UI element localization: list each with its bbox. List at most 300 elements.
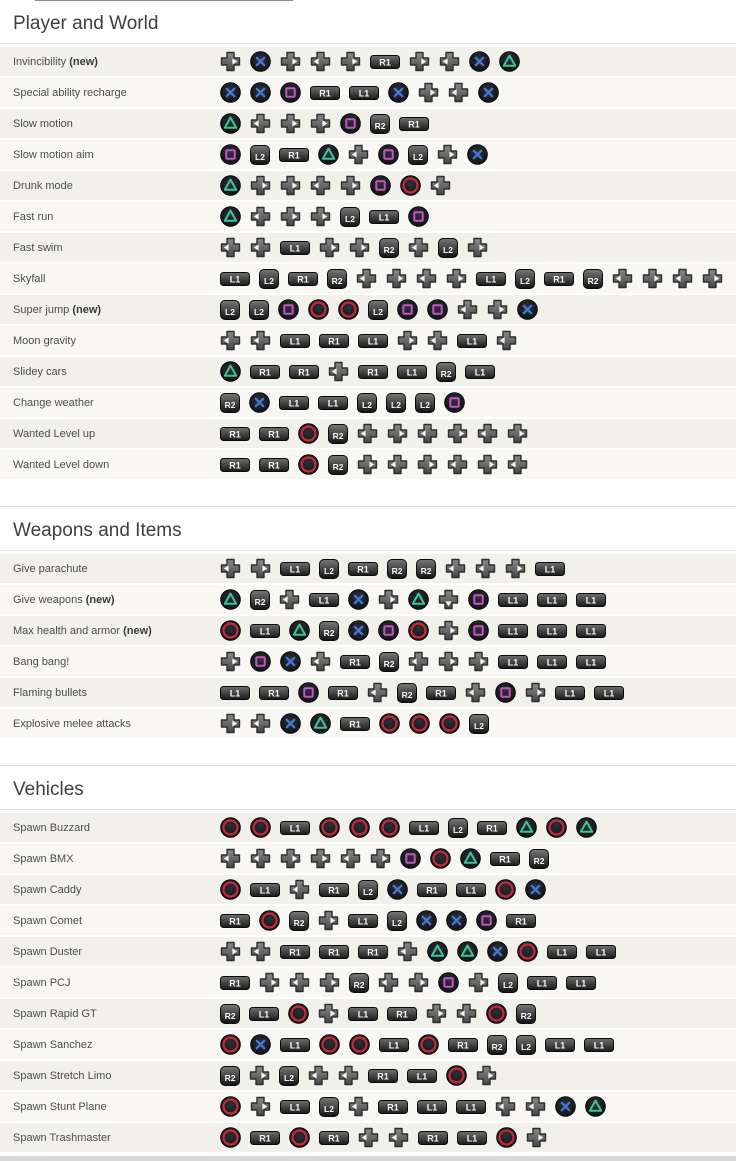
circle-button-icon: [409, 713, 430, 734]
square-button-icon: [250, 651, 271, 672]
svg-text:R1: R1: [486, 823, 498, 833]
circle-button-icon: [430, 848, 451, 869]
svg-text:R1: R1: [435, 688, 447, 698]
svg-text:L1: L1: [289, 1102, 301, 1112]
l2-button-icon: [250, 145, 270, 165]
r1-button-icon: [328, 686, 358, 700]
button-sequence: [220, 361, 495, 382]
cross-button-icon: [525, 879, 546, 900]
section-title-vehicles: Vehicles: [13, 779, 84, 800]
dpad-left-icon: [310, 651, 331, 672]
l1-button-icon: [537, 655, 567, 669]
dpad-right-icon: [280, 848, 301, 869]
svg-text:R1: R1: [268, 429, 280, 439]
dpad-down-icon: [438, 589, 459, 610]
cheat-label: Skyfall: [13, 272, 46, 285]
l1-button-icon: [547, 945, 577, 959]
dpad-right-icon: [408, 972, 429, 993]
r2-button-icon: [319, 621, 339, 641]
l1-button-icon: [537, 624, 567, 638]
button-sequence: [220, 175, 451, 196]
l1-button-icon: [407, 1069, 437, 1083]
section-title-weapons-and-items: Weapons and Items: [13, 520, 182, 541]
l2-button-icon: [220, 300, 240, 320]
l1-button-icon: [349, 86, 379, 100]
svg-text:L2: L2: [392, 917, 402, 928]
svg-text:R2: R2: [383, 658, 395, 669]
svg-text:L2: L2: [520, 275, 530, 286]
svg-text:R1: R1: [427, 1133, 439, 1143]
svg-text:L1: L1: [536, 978, 548, 988]
l1-button-icon: [498, 655, 528, 669]
dpad-left-icon: [220, 237, 241, 258]
new-tag: (new): [85, 593, 115, 606]
l1-button-icon: [348, 914, 378, 928]
button-sequence: [220, 237, 488, 258]
svg-text:L1: L1: [388, 1040, 400, 1050]
svg-text:R1: R1: [289, 947, 301, 957]
triangle-button-icon: [310, 713, 331, 734]
svg-text:R1: R1: [426, 885, 438, 895]
dpad-right-icon: [357, 454, 378, 475]
cheat-row: [0, 1092, 736, 1121]
r1-button-icon: [259, 686, 289, 700]
button-sequence: [220, 82, 499, 103]
l1-button-icon: [476, 272, 506, 286]
l1-button-icon: [537, 593, 567, 607]
cheat-label: Spawn PCJ: [13, 976, 71, 989]
svg-text:L1: L1: [507, 595, 519, 605]
svg-text:L1: L1: [466, 1133, 478, 1143]
r1-button-icon: [319, 883, 349, 897]
section-weapons-and-items: [0, 506, 736, 738]
r1-button-icon: [280, 945, 310, 959]
svg-text:L2: L2: [225, 306, 235, 317]
l2-button-icon: [279, 1066, 299, 1086]
button-sequence: [220, 1127, 547, 1148]
dpad-left-icon: [465, 682, 486, 703]
dpad-right-icon: [250, 175, 271, 196]
dpad-left-icon: [430, 175, 451, 196]
svg-text:R2: R2: [332, 461, 344, 472]
svg-text:R2: R2: [293, 917, 305, 928]
square-button-icon: [378, 620, 399, 641]
svg-text:R1: R1: [379, 57, 391, 67]
square-button-icon: [476, 910, 497, 931]
dpad-right-icon: [259, 972, 280, 993]
new-tag: (new): [123, 624, 152, 637]
l2-button-icon: [386, 393, 406, 413]
svg-text:R1: R1: [349, 719, 361, 729]
cheat-row: [0, 1123, 736, 1152]
l2-button-icon: [358, 880, 378, 900]
svg-text:L2: L2: [255, 151, 265, 162]
dpad-left-icon: [457, 299, 478, 320]
svg-text:R1: R1: [328, 336, 340, 346]
r1-button-icon: [358, 945, 388, 959]
l2-button-icon: [249, 300, 269, 320]
l1-button-icon: [457, 334, 487, 348]
r1-button-icon: [387, 1007, 417, 1021]
circle-button-icon: [288, 1003, 309, 1024]
svg-text:L1: L1: [575, 978, 587, 988]
dpad-right-icon: [386, 268, 407, 289]
svg-text:L1: L1: [603, 688, 615, 698]
dpad-left-icon: [356, 268, 377, 289]
dpad-right-icon: [397, 330, 418, 351]
svg-text:R1: R1: [298, 367, 310, 377]
svg-text:L2: L2: [443, 244, 453, 255]
svg-text:L2: L2: [363, 886, 373, 897]
cheat-label: Give parachute: [13, 562, 88, 575]
r1-button-icon: [340, 655, 370, 669]
r1-button-icon: [289, 365, 319, 379]
cross-button-icon: [388, 82, 409, 103]
cheat-label: Wanted Level up: [13, 427, 96, 440]
cross-button-icon: [487, 941, 508, 962]
svg-text:L1: L1: [585, 657, 597, 667]
triangle-button-icon: [499, 51, 520, 72]
l1-button-icon: [576, 655, 606, 669]
dpad-left-icon: [416, 268, 437, 289]
button-sequence: [220, 972, 596, 993]
dpad-left-icon: [220, 848, 241, 869]
cross-button-icon: [467, 144, 488, 165]
square-button-icon: [280, 82, 301, 103]
dpad-left-icon: [388, 1127, 409, 1148]
cheat-row: [0, 388, 736, 417]
r2-button-icon: [289, 911, 309, 931]
dpad-left-icon: [439, 51, 460, 72]
svg-text:L1: L1: [544, 564, 556, 574]
svg-text:R1: R1: [288, 150, 300, 160]
dpad-right-icon: [220, 51, 241, 72]
dpad-right-icon: [340, 51, 361, 72]
l2-button-icon: [340, 207, 360, 227]
button-sequence: [220, 589, 606, 610]
l1-button-icon: [220, 686, 250, 700]
circle-button-icon: [349, 817, 370, 838]
dpad-right-icon: [476, 1065, 497, 1086]
svg-text:L1: L1: [564, 688, 576, 698]
new-tag: (new): [69, 55, 98, 68]
l1-button-icon: [465, 365, 495, 379]
svg-text:L2: L2: [284, 1072, 294, 1083]
section-title-player-and-world: Player and World: [13, 13, 159, 34]
dpad-left-icon: [448, 82, 469, 103]
svg-text:R2: R2: [224, 399, 236, 410]
button-sequence: [220, 454, 528, 475]
cheat-row: [0, 233, 736, 262]
svg-text:L1: L1: [465, 885, 477, 895]
svg-text:R1: R1: [337, 688, 349, 698]
dpad-left-icon: [417, 423, 438, 444]
button-sequence: [220, 1003, 536, 1024]
section-header: [0, 766, 736, 810]
r1-button-icon: [250, 1131, 280, 1145]
circle-button-icon: [319, 1034, 340, 1055]
svg-text:L1: L1: [358, 88, 370, 98]
dpad-right-icon: [468, 651, 489, 672]
l1-button-icon: [456, 883, 486, 897]
circle-button-icon: [250, 817, 271, 838]
r2-button-icon: [327, 269, 347, 289]
cheat-label: Change weather: [13, 396, 94, 409]
dpad-right-icon: [280, 206, 301, 227]
square-button-icon: [400, 848, 421, 869]
button-sequence: [220, 1034, 614, 1055]
svg-text:R2: R2: [374, 120, 386, 131]
triangle-button-icon: [427, 941, 448, 962]
l2-button-icon: [516, 1035, 536, 1055]
cheat-label: Special ability recharge: [13, 86, 127, 99]
section-header: [0, 0, 736, 44]
cheat-row: [0, 709, 736, 738]
svg-text:R2: R2: [491, 1041, 503, 1052]
svg-text:L1: L1: [546, 657, 558, 667]
dpad-right-icon: [319, 972, 340, 993]
l2-button-icon: [387, 911, 407, 931]
cheat-row: [0, 78, 736, 107]
dpad-left-icon: [357, 423, 378, 444]
cheat-row: [0, 357, 736, 386]
dpad-left-icon: [310, 51, 331, 72]
svg-text:L1: L1: [357, 1009, 369, 1019]
dpad-left-icon: [340, 848, 361, 869]
dpad-left-icon: [348, 1096, 369, 1117]
l1-button-icon: [220, 272, 250, 286]
dpad-left-icon: [279, 589, 300, 610]
button-sequence: [220, 268, 723, 289]
cheat-label: Spawn Stunt Plane: [13, 1100, 107, 1113]
svg-text:L1: L1: [507, 626, 519, 636]
triangle-button-icon: [318, 144, 339, 165]
l1-button-icon: [457, 1131, 487, 1145]
circle-button-icon: [298, 454, 319, 475]
svg-text:R1: R1: [499, 854, 511, 864]
dpad-left-icon: [507, 454, 528, 475]
dpad-right-icon: [280, 113, 301, 134]
svg-text:L1: L1: [556, 947, 568, 957]
svg-text:R2: R2: [533, 855, 545, 866]
circle-button-icon: [400, 175, 421, 196]
cheat-row: [0, 47, 736, 76]
cheat-label: Super jump (new): [13, 303, 102, 316]
svg-text:L1: L1: [426, 1102, 438, 1112]
svg-text:R1: R1: [259, 367, 271, 377]
circle-button-icon: [418, 1034, 439, 1055]
circle-button-icon: [338, 299, 359, 320]
svg-text:R1: R1: [457, 1040, 469, 1050]
triangle-button-icon: [460, 848, 481, 869]
l1-button-icon: [498, 593, 528, 607]
square-button-icon: [468, 589, 489, 610]
circle-button-icon: [408, 620, 429, 641]
r2-button-icon: [220, 1004, 240, 1024]
svg-text:R1: R1: [229, 916, 241, 926]
dpad-right-icon: [446, 268, 467, 289]
l1-button-icon: [535, 562, 565, 576]
r1-button-icon: [279, 148, 309, 162]
l1-button-icon: [555, 686, 585, 700]
svg-text:R2: R2: [383, 244, 395, 255]
l1-button-icon: [545, 1038, 575, 1052]
r1-button-icon: [340, 717, 370, 731]
section-vehicles: [0, 765, 736, 1152]
svg-text:R1: R1: [297, 274, 309, 284]
cheat-label: Spawn Buzzard: [13, 821, 91, 834]
dpad-left-icon: [358, 1127, 379, 1148]
circle-button-icon: [379, 713, 400, 734]
svg-text:R1: R1: [515, 916, 527, 926]
l2-button-icon: [408, 145, 428, 165]
dpad-right-icon: [526, 1127, 547, 1148]
square-button-icon: [278, 299, 299, 320]
svg-text:L1: L1: [554, 1040, 566, 1050]
l1-button-icon: [279, 396, 309, 410]
r2-button-icon: [379, 238, 399, 258]
dpad-left-icon: [367, 682, 388, 703]
svg-text:L1: L1: [585, 626, 597, 636]
dpad-left-icon: [612, 268, 633, 289]
r1-button-icon: [418, 1131, 448, 1145]
square-button-icon: [495, 682, 516, 703]
l2-button-icon: [259, 269, 279, 289]
svg-text:L1: L1: [289, 1040, 301, 1050]
cross-button-icon: [387, 879, 408, 900]
cheat-row: [0, 585, 736, 614]
cheat-label: Spawn Rapid GT: [13, 1007, 97, 1020]
cheat-row: [0, 1030, 736, 1059]
l1-button-icon: [576, 624, 606, 638]
cheat-label: Spawn Comet: [13, 914, 83, 927]
l1-button-icon: [566, 976, 596, 990]
svg-text:L2: L2: [324, 1103, 334, 1114]
svg-text:L1: L1: [288, 398, 300, 408]
dpad-left-icon: [289, 879, 310, 900]
button-sequence: [220, 817, 597, 838]
dpad-left-icon: [250, 237, 271, 258]
svg-text:R1: R1: [377, 1071, 389, 1081]
dpad-left-icon: [328, 361, 349, 382]
r1-button-icon: [506, 914, 536, 928]
r1-button-icon: [378, 1100, 408, 1114]
cheat-label: Drunk mode: [13, 179, 73, 192]
triangle-button-icon: [516, 817, 537, 838]
cheat-row: [0, 109, 736, 138]
l1-button-icon: [417, 1100, 447, 1114]
svg-text:L1: L1: [585, 595, 597, 605]
dpad-left-icon: [477, 423, 498, 444]
circle-button-icon: [308, 299, 329, 320]
cheat-rows-player-and-world: [0, 44, 736, 479]
svg-text:R1: R1: [259, 1133, 271, 1143]
dpad-left-icon: [408, 651, 429, 672]
square-button-icon: [298, 682, 319, 703]
cross-button-icon: [555, 1096, 576, 1117]
cheat-label: Invincibility (new): [13, 55, 98, 68]
svg-text:R2: R2: [401, 689, 413, 700]
dpad-right-icon: [468, 972, 489, 993]
dpad-right-icon: [310, 848, 331, 869]
dpad-left-icon: [250, 330, 271, 351]
dpad-left-icon: [378, 972, 399, 993]
l2-button-icon: [438, 238, 458, 258]
dpad-right-icon: [642, 268, 663, 289]
cheat-row: [0, 678, 736, 707]
cheat-row: [0, 937, 736, 966]
dpad-right-icon: [310, 206, 331, 227]
svg-text:L1: L1: [259, 885, 271, 895]
circle-button-icon: [220, 879, 241, 900]
square-button-icon: [397, 299, 418, 320]
l1-button-icon: [369, 210, 399, 224]
l2-button-icon: [368, 300, 388, 320]
dpad-left-icon: [310, 175, 331, 196]
svg-text:L1: L1: [378, 212, 390, 222]
l1-button-icon: [527, 976, 557, 990]
cheat-row: [0, 813, 736, 842]
circle-button-icon: [446, 1065, 467, 1086]
button-sequence: [220, 848, 549, 869]
l1-button-icon: [280, 821, 310, 835]
triangle-button-icon: [220, 175, 241, 196]
circle-button-icon: [289, 1127, 310, 1148]
dpad-right-icon: [340, 175, 361, 196]
svg-text:L1: L1: [289, 564, 301, 574]
dpad-right-icon: [249, 1065, 270, 1086]
dpad-left-icon: [672, 268, 693, 289]
square-button-icon: [370, 175, 391, 196]
svg-text:L1: L1: [485, 274, 497, 284]
svg-text:R1: R1: [349, 657, 361, 667]
circle-button-icon: [517, 941, 538, 962]
cheat-label: Spawn Sanchez: [13, 1038, 93, 1051]
dpad-left-icon: [338, 1065, 359, 1086]
dpad-right-icon: [702, 268, 723, 289]
r2-button-icon: [416, 559, 436, 579]
cheat-label: Spawn Trashmaster: [13, 1131, 111, 1144]
svg-text:L1: L1: [229, 688, 241, 698]
l2-button-icon: [319, 1097, 339, 1117]
circle-button-icon: [298, 423, 319, 444]
r2-button-icon: [487, 1035, 507, 1055]
svg-text:R2: R2: [323, 627, 335, 638]
svg-text:L1: L1: [546, 595, 558, 605]
dpad-left-icon: [220, 558, 241, 579]
circle-button-icon: [220, 817, 241, 838]
dpad-left-icon: [250, 941, 271, 962]
cheat-row: [0, 647, 736, 676]
r1-button-icon: [426, 686, 456, 700]
r1-button-icon: [448, 1038, 478, 1052]
l1-button-icon: [280, 334, 310, 348]
dpad-right-icon: [507, 423, 528, 444]
triangle-button-icon: [457, 941, 478, 962]
r1-button-icon: [477, 821, 507, 835]
cross-button-icon: [220, 82, 241, 103]
svg-text:R2: R2: [420, 565, 432, 576]
section-player-and-world: [0, 0, 736, 479]
svg-text:L2: L2: [521, 1041, 531, 1052]
svg-text:R1: R1: [319, 88, 331, 98]
cheat-rows-vehicles: [0, 810, 736, 1152]
svg-text:R2: R2: [520, 1010, 532, 1021]
r1-button-icon: [417, 883, 447, 897]
button-sequence: [220, 392, 465, 413]
svg-text:R2: R2: [587, 275, 599, 286]
svg-text:L1: L1: [258, 1009, 270, 1019]
